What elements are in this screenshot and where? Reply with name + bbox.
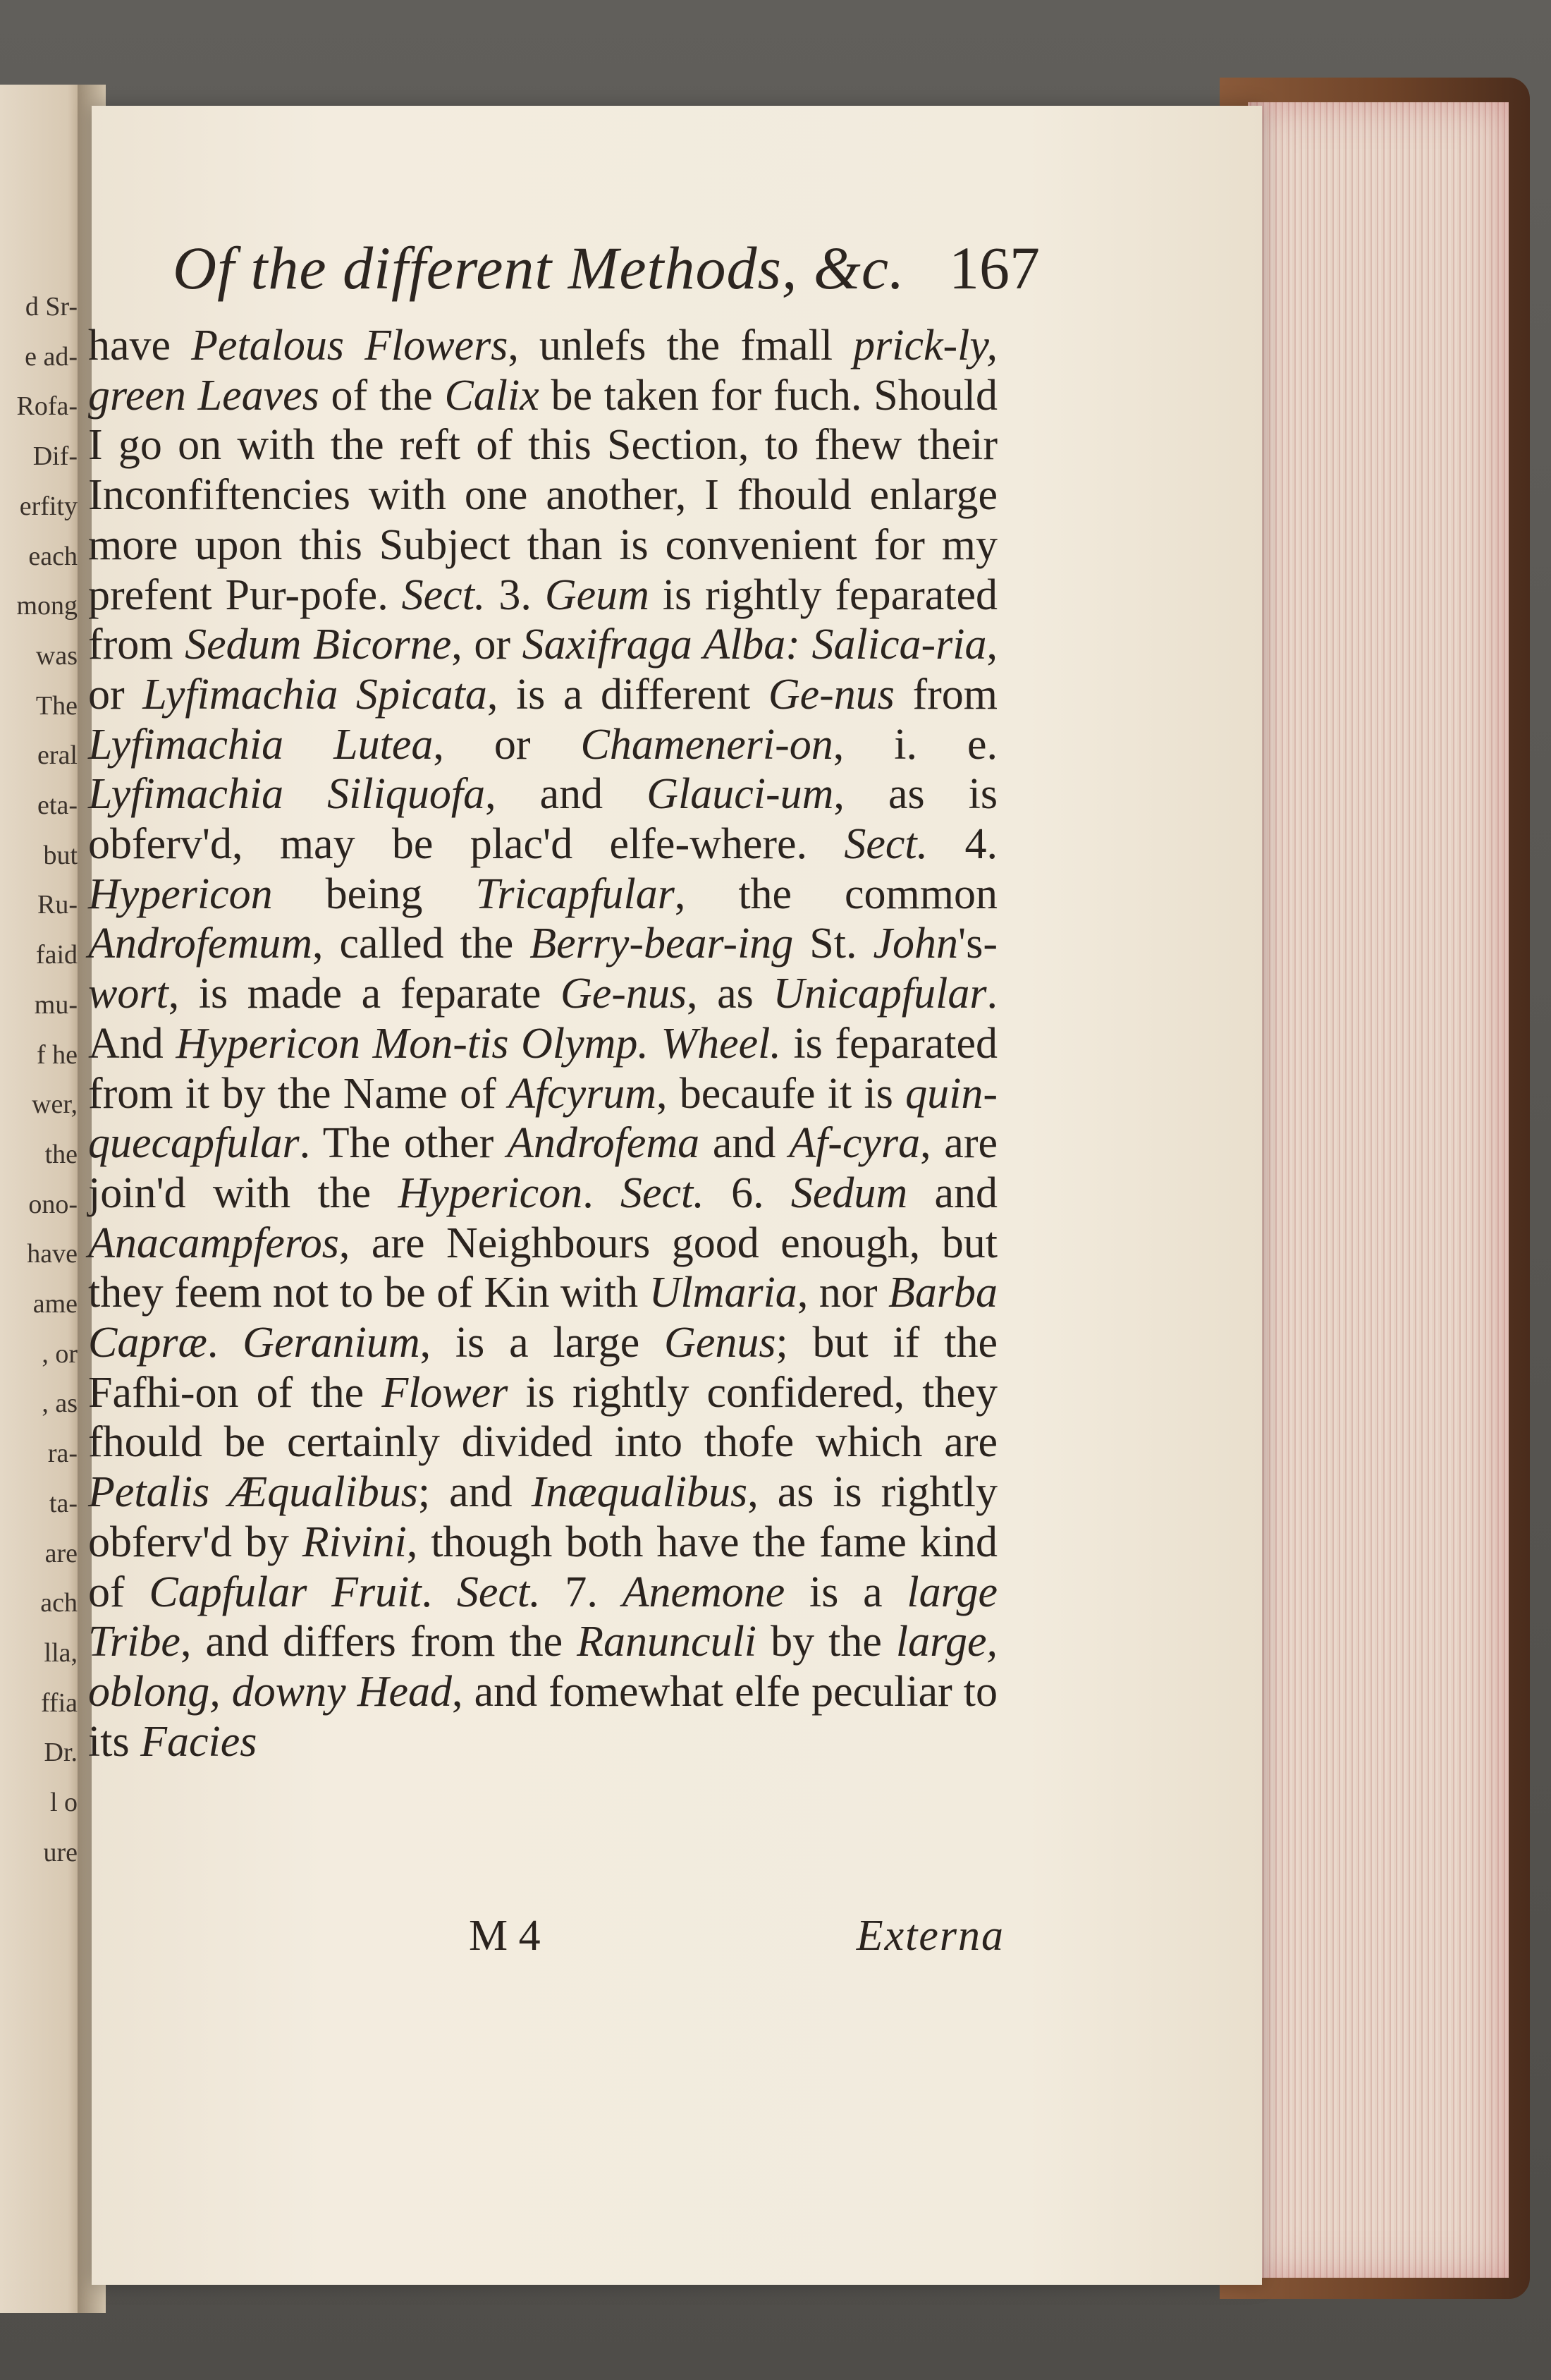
page-footer bbox=[469, 1911, 1005, 1975]
facing-page-fragment: , as bbox=[42, 1389, 78, 1419]
facing-page-fragment: mong bbox=[16, 591, 78, 621]
facing-page-fragment: wer, bbox=[32, 1090, 78, 1120]
facing-page-fragment: Dr. bbox=[44, 1738, 78, 1768]
body-text: have Petalous Flowers, unlefs the fmall prick-ly, green Leaves of the Calix be taken for fuch. Should I go on with the reft of this Section, to fhew their Inconfiftencies with one another, I fhould enlarge more upon this Subject than is convenient for my prefent Pur-pofe. Sect. 3. Geum is rightly feparated from Sedum Bicorne, or Saxifraga Alba: Salica-ria, or Lyfimachia Spicata, is a different Ge-nus from Lyfimachia Lutea, or Chameneri-on, i. e. Lyfimachia Siliquofa, and Glauci-um, as is obferv'd, may be plac'd elfe-where. Sect. 4. Hypericon being Tricapfular, the common Androfemum, called the Berry-bear-ing St. John's-wort, is made a feparate Ge-nus, as Unicapfular. And Hypericon Mon-tis Olymp. Wheel. is feparated from it by the Name of Afcyrum, becaufe it is quin-quecapfular. The other Androfema and Af-cyra, are join'd with the Hypericon. Sect. 6. Sedum and Anacampferos, are Neighbours good enough, but they feem not to be of Kin with Ulmaria, nor Barba Capræ. Geranium, is a large Genus; but if the Fafhi-on of the Flower is rightly confidered, they fhould be certainly divided into thofe which are Petalis Æqualibus; and Inæqualibus, as is rightly obferv'd by Rivini, though both have the fame kind of Capfular Fruit. Sect. 7. Anemone is a large Tribe, and differs from the Ranunculi by the large, oblong, downy Head, and fomewhat elfe peculiar to its Facies bbox=[88, 322, 998, 1766]
page-edges bbox=[1248, 102, 1509, 2278]
signature-mark: M 4 bbox=[469, 1912, 541, 1960]
facing-page-fragment: erfity bbox=[19, 491, 78, 521]
facing-page-fragment: each bbox=[28, 541, 78, 571]
facing-page bbox=[0, 85, 85, 2313]
facing-page-fragment: d Sr- bbox=[25, 292, 78, 322]
facing-page-fragment: are bbox=[44, 1538, 78, 1568]
page-number: 167 bbox=[949, 234, 1040, 302]
running-head-title: Of the different Methods, &c. bbox=[173, 234, 905, 302]
facing-page-fragment: Rofa- bbox=[16, 391, 78, 422]
facing-page-fragment: The bbox=[35, 690, 78, 721]
facing-page-fragment: ono- bbox=[28, 1189, 78, 1219]
facing-page-fragment: mu- bbox=[34, 989, 78, 1020]
facing-page-fragment: f he bbox=[36, 1039, 78, 1070]
facing-page-fragment: have bbox=[27, 1239, 78, 1269]
facing-page-fragment: ame bbox=[32, 1289, 78, 1319]
facing-page-fragment: eral bbox=[37, 740, 78, 771]
facing-page-fragment: , or bbox=[42, 1338, 78, 1369]
facing-page-fragment: was bbox=[35, 640, 78, 671]
facing-page-fragment: ffia bbox=[40, 1688, 78, 1718]
facing-page-fragment: ure bbox=[43, 1837, 78, 1867]
facing-page-fragment: ta- bbox=[49, 1488, 78, 1518]
facing-page-fragment: Dif- bbox=[32, 441, 78, 472]
facing-page-fragment: eta- bbox=[37, 791, 78, 820]
facing-page-fragment: faid bbox=[35, 940, 78, 970]
facing-page-fragment: lla, bbox=[44, 1637, 78, 1668]
facing-page-fragment: Ru- bbox=[37, 890, 78, 920]
facing-page-fragment: e ad- bbox=[25, 341, 78, 372]
facing-page-fragment: the bbox=[44, 1139, 78, 1169]
facing-page-fragment: but bbox=[43, 840, 78, 870]
running-head bbox=[173, 233, 1040, 310]
facing-page-fragment: ra- bbox=[47, 1439, 78, 1469]
facing-page-fragment: l o bbox=[49, 1788, 78, 1817]
catchword: Externa bbox=[856, 1912, 1005, 1960]
facing-page-fragment: ach bbox=[40, 1588, 78, 1618]
